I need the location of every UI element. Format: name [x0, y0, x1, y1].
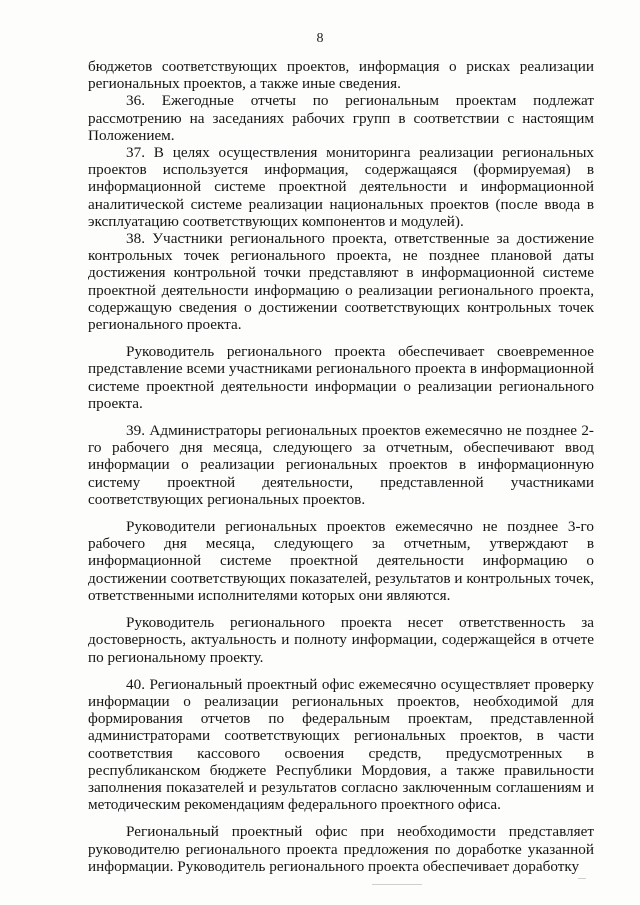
page-number: 8: [316, 31, 324, 46]
paragraph-36: 36. Ежегодные отчеты по региональным проектам подлежат рассмотрению на заседаниях рабочих групп в соответствии с настоящим Положением.: [88, 92, 594, 144]
paragraph-39-leaders: Руководители региональных проектов ежемесячно не позднее 3-го рабочего дня месяца, следующего за отчетным, утверждают в информационной системе проектной деятельности информацию о достижении соответствующих показателей, результатов и контрольных точек, ответственными исполнителями которых они являются.: [88, 518, 594, 604]
paragraph-37: 37. В целях осуществления мониторинга реализации региональных проектов используется информация, содержащаяся (формируемая) в информационной системе проектной деятельности и информационной аналитической системе реализации национальных проектов (после ввода в эксплуатацию соответствующих компонентов и модулей).: [88, 144, 594, 230]
scan-artifact: [372, 884, 422, 885]
document-body: [88, 58, 594, 875]
paragraph-40: 40. Региональный проектный офис ежемесячно осуществляет проверку информации о реализации региональных проектов, необходимой для формирования отчетов по федеральным проектам, представленной администраторами соответствующих региональных проектов, в части соответствия кассового освоения средств, предусмотренных в республиканском бюджете Республики Мордовия, а также правильности заполнения показателей и результатов согласно заключенным соглашениям и методическим рекомендациям федерального проектного офиса.: [88, 675, 594, 814]
paragraph-39: 39. Администраторы региональных проектов ежемесячно не позднее 2-го рабочего дня месяца, следующего за отчетным, обеспечивают ввод информации о реализации региональных проектов в информационную систему проектной деятельности, представленной участниками соответствующих региональных проектов.: [88, 422, 594, 508]
paragraph-40-office: Региональный проектный офис при необходимости представляет руководителю регионального проекта предложения по доработке указанной информации. Руководитель регионального проекта обеспечивает доработку: [88, 823, 594, 875]
paragraph-39-responsibility: Руководитель регионального проекта несет ответственность за достоверность, актуальность и полноту информации, содержащейся в отчете по региональному проекту.: [88, 614, 594, 666]
paragraph-38-leader: Руководитель регионального проекта обеспечивает своевременное представление всеми участниками регионального проекта в информационной системе проектной деятельности информации о реализации регионального проекта.: [88, 343, 594, 412]
paragraph-continuation: бюджетов соответствующих проектов, информация о рисках реализации региональных проектов, а также иные сведения.: [88, 58, 594, 93]
scan-artifact: [578, 878, 586, 879]
paragraph-38: 38. Участники регионального проекта, ответственные за достижение контрольных точек регионального проекта, не позднее плановой даты достижения контрольной точки представляют в информационной системе проектной деятельности информацию о реализации регионального проекта, содержащую сведения о достижении соответствующих контрольных точек регионального проекта.: [88, 230, 594, 334]
